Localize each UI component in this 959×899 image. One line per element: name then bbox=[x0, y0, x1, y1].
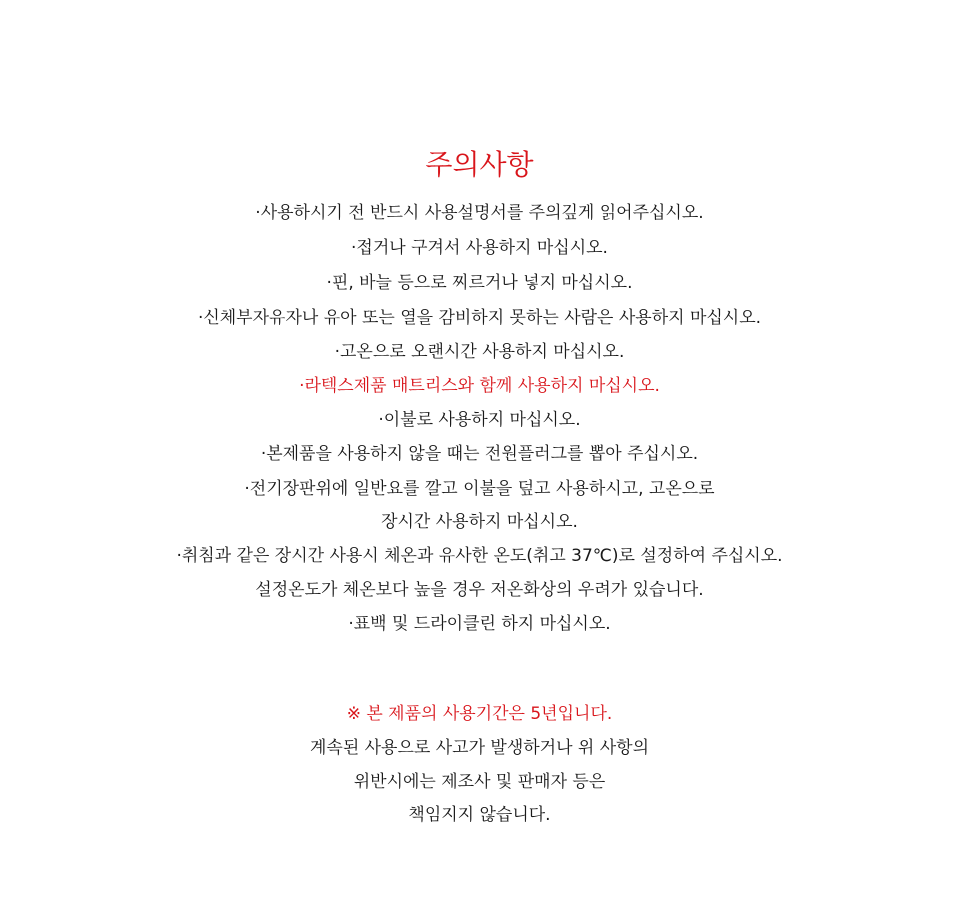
caution-item: ·신체부자유자나 유아 또는 열을 감비하지 못하는 사람은 사용하지 마십시오. bbox=[197, 308, 762, 328]
caution-item: ·취침과 같은 장시간 사용시 체온과 유사한 온도(취고 37℃)로 설정하여 주십시오. bbox=[176, 546, 783, 566]
caution-item: ·전기장판위에 일반요를 깔고 이불을 덮고 사용하시고, 고온으로 bbox=[244, 479, 715, 499]
caution-item: ·이불로 사용하지 마십시오. bbox=[378, 410, 581, 430]
caution-item: ·고온으로 오랜시간 사용하지 마십시오. bbox=[334, 342, 625, 362]
notice-title: 주의사항 bbox=[425, 148, 534, 181]
caution-item-highlight: ·라텍스제품 매트리스와 함께 사용하지 마십시오. bbox=[299, 376, 660, 396]
caution-item-continued: 설정온도가 체온보다 높을 경우 저온화상의 우려가 있습니다. bbox=[255, 580, 704, 600]
liability-line: 계속된 사용으로 사고가 발생하거나 위 사항의 bbox=[309, 738, 650, 758]
liability-line: 위반시에는 제조사 및 판매자 등은 bbox=[353, 772, 606, 792]
caution-item: ·접거나 구겨서 사용하지 마십시오. bbox=[351, 238, 608, 258]
caution-item-continued: 장시간 사용하지 마십시오. bbox=[381, 512, 578, 532]
caution-item: ·핀, 바늘 등으로 찌르거나 넣지 마십시오. bbox=[326, 273, 633, 293]
usage-period-notice: ※ 본 제품의 사용기간은 5년입니다. bbox=[346, 704, 613, 724]
caution-item: ·사용하시기 전 반드시 사용설명서를 주의깊게 읽어주십시오. bbox=[255, 203, 704, 223]
caution-item: ·표백 및 드라이클린 하지 마십시오. bbox=[348, 614, 611, 634]
caution-item: ·본제품을 사용하지 않을 때는 전원플러그를 뽑아 주십시오. bbox=[260, 444, 699, 464]
liability-line: 책임지지 않습니다. bbox=[408, 805, 551, 825]
